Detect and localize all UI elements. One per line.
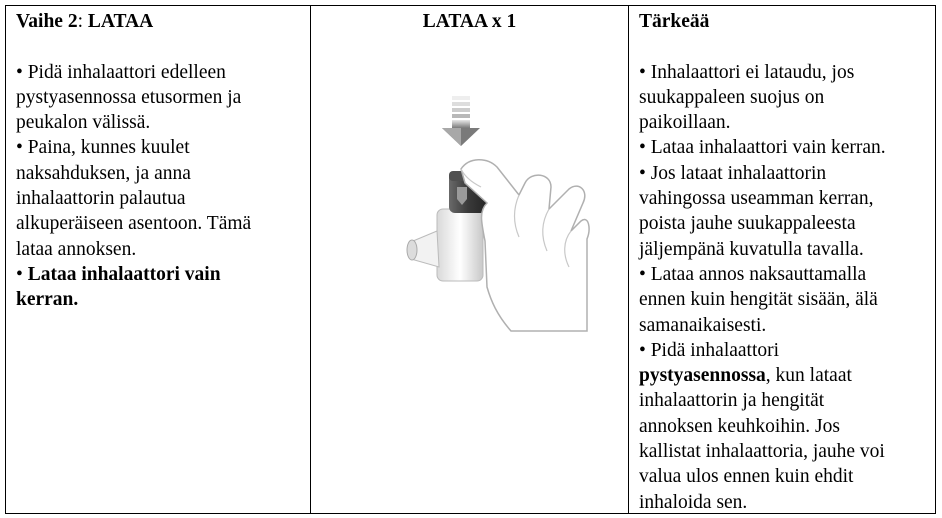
step-heading-label: Vaihe 2 [16, 11, 78, 32]
step-line: alkuperäiseen asentoon. Tämä [16, 213, 252, 235]
bullet: • [16, 263, 28, 285]
important-line: • Lataa annos naksauttamalla [639, 263, 867, 285]
step-heading-separator: : [77, 11, 88, 32]
important-line: • Jos lataat inhalaattorin [639, 162, 827, 184]
instruction-table [5, 5, 936, 514]
emphasis-text: kerran. [16, 289, 79, 311]
step-line: • Pidä inhalaattori edelleen [16, 61, 226, 83]
step-line: naksahduksen, ja anna [16, 162, 191, 184]
step-text [16, 9, 306, 313]
step-line: peukalon välissä. [16, 112, 151, 134]
important-line: poista jauhe suukappaleesta [639, 213, 856, 235]
important-line: kallistat inhalaattoria, jauhe voi [639, 441, 885, 463]
step-bold-line [16, 262, 306, 287]
important-line: vahingossa useamman kerran, [639, 188, 874, 210]
important-cell [629, 6, 935, 513]
important-line: • Lataa inhalaattori vain kerran. [639, 137, 886, 159]
important-line: samanaikaisesti. [639, 314, 767, 336]
illustration-cell [311, 6, 629, 513]
inhaler-hand-illustration [401, 91, 591, 336]
important-line: inhalaattorin ja hengität [639, 390, 825, 412]
step-line: pystyasennossa etusormen ja [16, 86, 242, 108]
important-text [639, 9, 934, 515]
step-line: • Paina, kunnes kuulet [16, 137, 190, 159]
important-line: suukappaleen suojus on [639, 86, 825, 108]
important-line: annoksen keuhkoihin. Jos [639, 415, 840, 437]
emphasis-text: pystyasennossa [639, 365, 766, 387]
step-bold-line [16, 287, 306, 312]
press-down-arrow-icon [442, 96, 480, 146]
step-line: lataa annoksen. [16, 238, 137, 260]
step-cell [6, 6, 311, 513]
important-heading: Tärkeää [639, 11, 710, 32]
important-line-rest: , kun lataat [765, 365, 852, 387]
step-line: inhalaattorin palautua [16, 188, 186, 210]
important-line: • Inhalaattori ei lataudu, jos [639, 61, 855, 83]
important-line: paikoillaan. [639, 112, 731, 134]
important-line: • Pidä inhalaattori [639, 339, 780, 361]
step-heading [16, 9, 306, 34]
important-line: valua ulos ennen kuin ehdit [639, 466, 854, 488]
step-heading-action: LATAA [87, 11, 154, 32]
important-line: inhaloida sen. [639, 491, 748, 513]
important-line: ennen kuin hengität sisään, älä [639, 289, 878, 311]
important-bold-line [639, 363, 934, 388]
illustration-title: LATAA x 1 [422, 11, 517, 32]
important-line: jäljempänä kuvatulla tavalla. [639, 238, 864, 260]
emphasis-text: Lataa inhalaattori vain [27, 263, 221, 285]
